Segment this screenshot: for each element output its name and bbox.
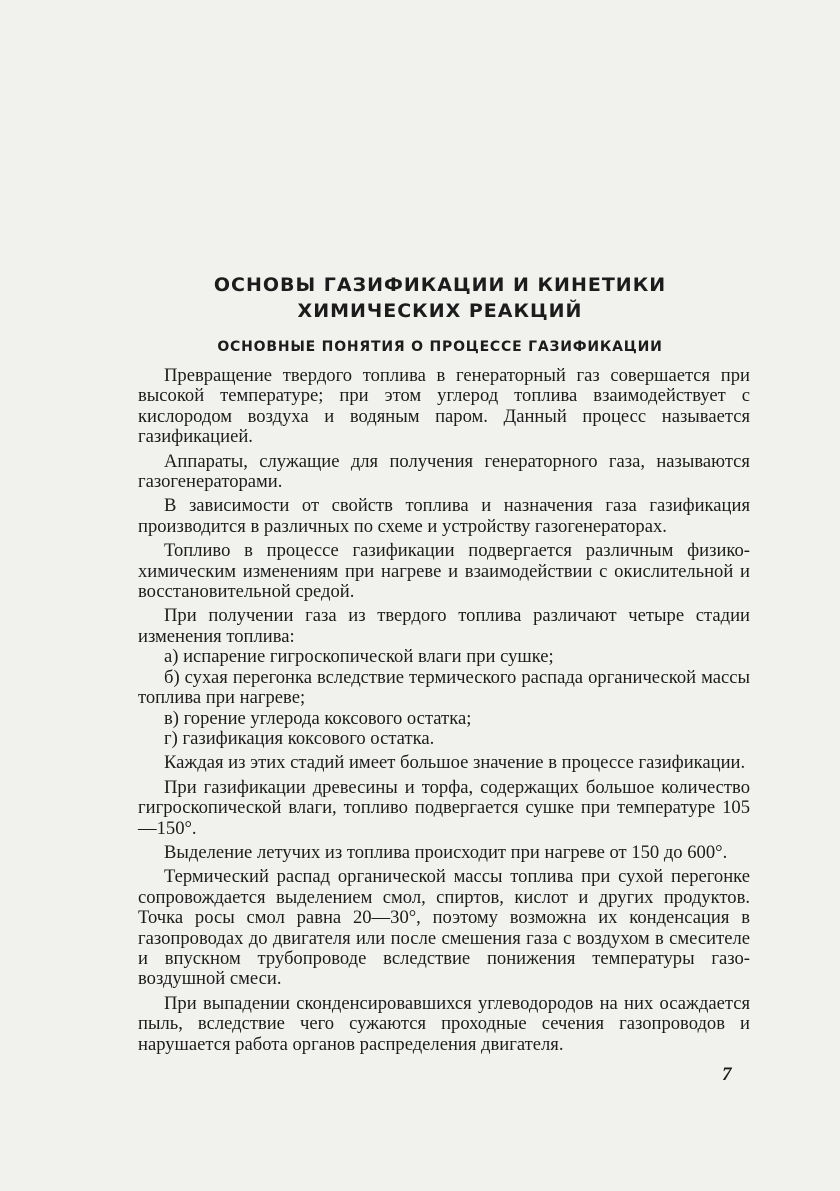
paragraph: Топливо в процессе газификации подвергается различным физико-химическим изменениям при нагреве и взаимодействии с окислительной и восстановительной средой. xyxy=(138,540,750,603)
page-number: 7 xyxy=(722,1064,732,1085)
list-item: а) испарение гигроскопической влаги при сушке; xyxy=(164,646,554,668)
paragraph: Каждая из этих стадий имеет большое значение в процессе газификации. xyxy=(164,752,746,774)
paragraph: Превращение твердого топлива в генераторный газ совершается при высокой температуре; при этом углерод топлива взаимодействует с кислородом воздуха и водяным паром. Данный процесс называется газификацией. xyxy=(138,365,750,448)
paragraph: При газификации древесины и торфа, содержащих большое количество гигроскопической влаги, топливо подвергается сушке при температуре 105—150°. xyxy=(138,776,750,839)
chapter-title-line-1: ОСНОВЫ ГАЗИФИКАЦИИ И КИНЕТИКИ xyxy=(213,274,667,296)
paragraph: Термический распад органической массы топлива при сухой перегонке сопровождается выделением смол, спиртов, кислот и других продуктов. Точка росы смол равна 20—30°, поэтому возможна их конденсация в газопроводах до двигателя или после смешения газа с воздухом в смесителе и впускном трубопроводе вследствие понижения температуры газо-воздушной смеси. xyxy=(138,866,750,990)
body-text xyxy=(138,366,750,1059)
paragraph: Аппараты, служащие для получения генераторного газа, называются газогенераторами. xyxy=(138,450,750,493)
paragraph: При выпадении сконденсировавшихся углеводородов на них осаждается пыль, вследствие чего сужаются проходные сечения газопроводов и нарушается работа органов распределения двигателя. xyxy=(138,992,750,1055)
paragraph: В зависимости от свойств топлива и назначения газа газификация производится в различных по схеме и устройству газогенераторах. xyxy=(138,495,750,537)
paragraph: При получении газа из твердого топлива различают четыре стадии изменения топлива: xyxy=(138,605,750,647)
list-item: в) горение углерода коксового остатка; xyxy=(164,707,472,729)
chapter-title-line-2: ХИМИЧЕСКИХ РЕАКЦИЙ xyxy=(297,300,583,322)
section-subtitle: ОСНОВНЫЕ ПОНЯТИЯ О ПРОЦЕССЕ ГАЗИФИКАЦИИ xyxy=(217,339,663,355)
list-item: г) газификация коксового остатка. xyxy=(164,727,435,749)
paragraph: Выделение летучих из топлива происходит при нагреве от 150 до 600°. xyxy=(164,841,728,863)
list-item: б) сухая перегонка вследствие термического распада органической массы топлива при нагреве; xyxy=(138,666,750,709)
